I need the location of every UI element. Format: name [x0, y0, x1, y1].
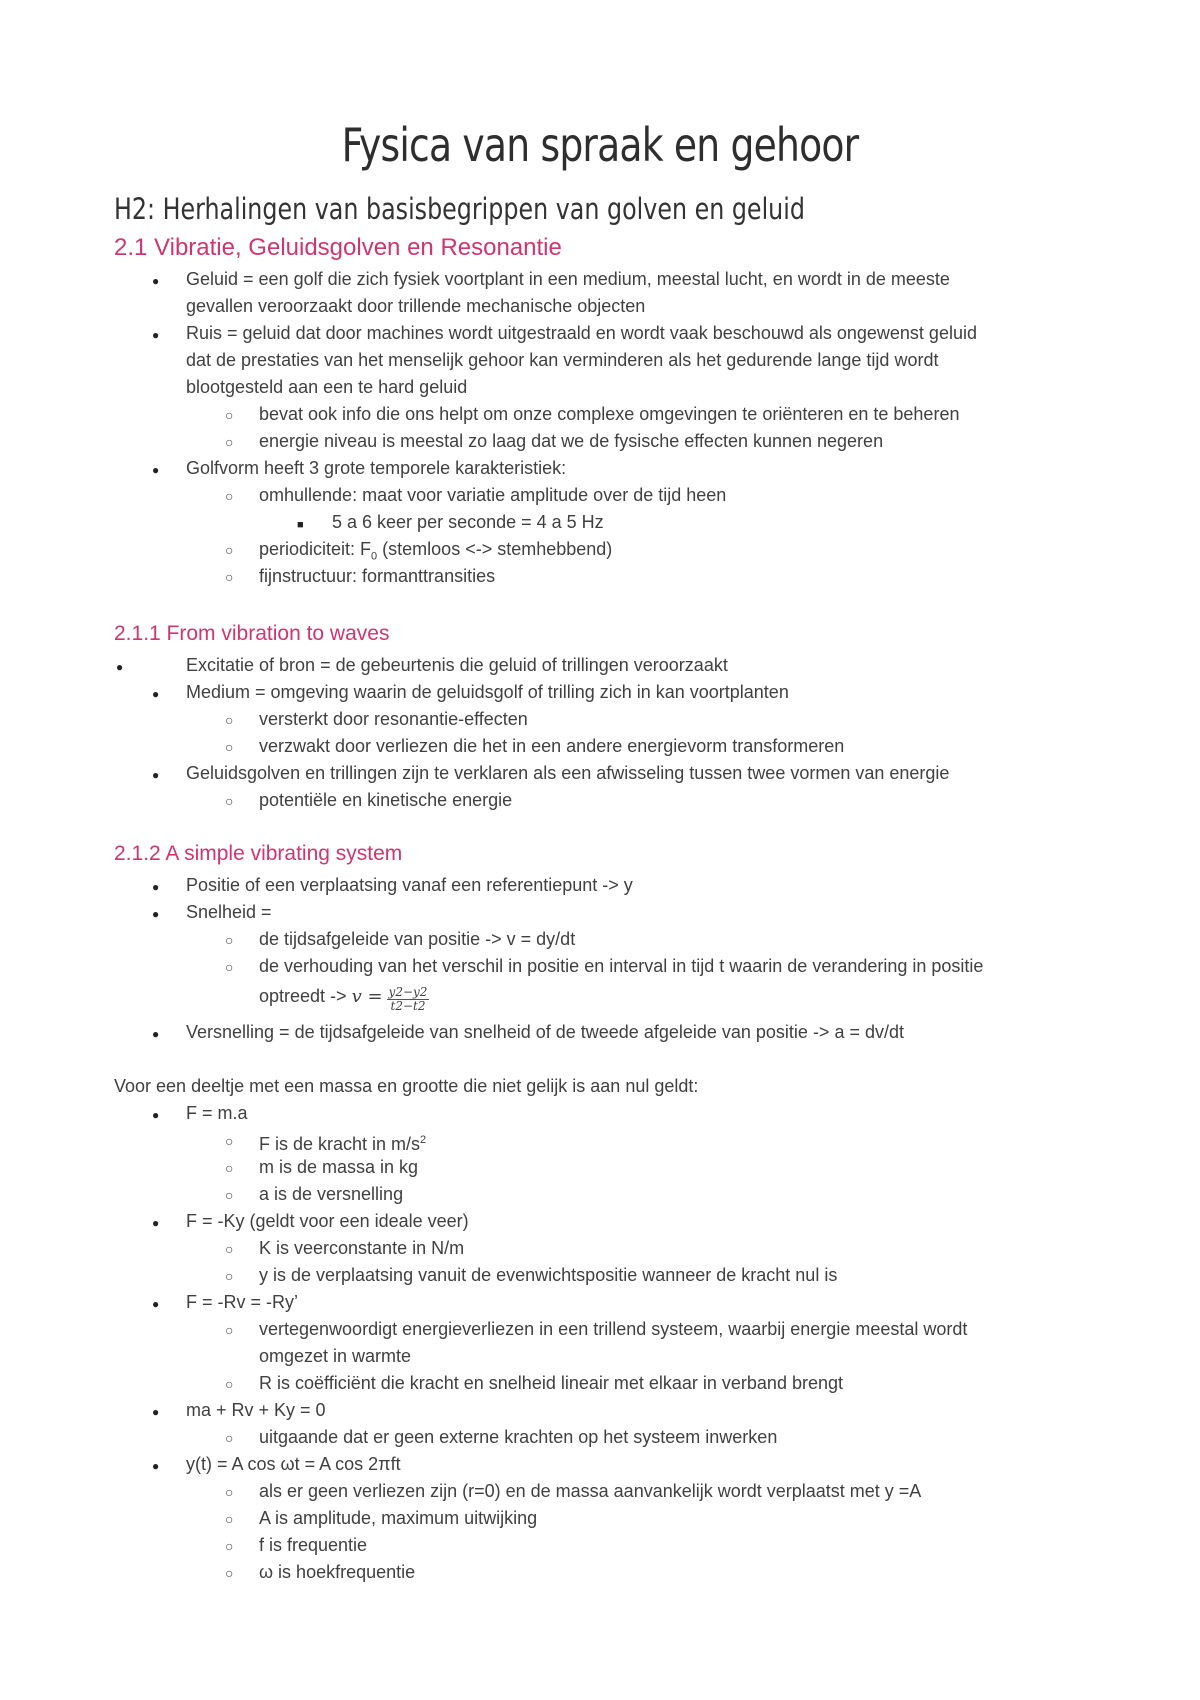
sub-bullet: [225, 928, 233, 951]
sub-bullet: [225, 708, 233, 731]
text: optreedt ->: [259, 986, 352, 1006]
sub-item: de tijdsafgeleide van positie -> v = dy/dt: [259, 929, 576, 949]
list-item: Positie of een verplaatsing vanaf een referentiepunt -> y: [186, 875, 633, 895]
sub-item-formula: [259, 985, 429, 1013]
bullet: [152, 1291, 159, 1315]
bullet: [152, 1210, 159, 1234]
sub-sub-bullet: [297, 511, 304, 536]
section-heading-2-1-2: 2.1.2 A simple vibrating system: [114, 842, 403, 865]
fraction: [387, 986, 430, 1013]
sub-item: verzwakt door verliezen die het in een andere energievorm transformeren: [259, 736, 845, 756]
sub-bullet: [225, 1561, 233, 1584]
sub-item: ω is hoekfrequentie: [259, 1562, 416, 1582]
text: F is de kracht in m/s: [259, 1134, 421, 1154]
list-item: y(t) = A cos ωt = A cos 2πft: [186, 1454, 401, 1474]
list-item-geluid: Geluid = een golf die zich fysiek voortplant in een medium, meestal lucht, en wordt in de meeste: [186, 269, 950, 289]
sub-item: bevat ook info die ons helpt om onze complexe omgevingen te oriënteren en te beheren: [259, 404, 960, 424]
formula-lhs: v =: [351, 986, 383, 1007]
sub-bullet: [225, 1534, 233, 1557]
bullet: [152, 1453, 159, 1477]
sub-bullet: [225, 735, 233, 758]
sub-bullet: [225, 1372, 233, 1395]
sub-bullet: [225, 1156, 233, 1179]
fraction-numerator: y2−y2: [388, 985, 428, 999]
bullet: [152, 762, 159, 786]
chapter-heading: H2: Herhalingen van basisbegrippen van golven en geluid: [114, 192, 805, 226]
sub-bullet: [225, 1507, 233, 1530]
sub-bullet: [225, 789, 233, 812]
bullet: [152, 268, 159, 292]
sub-item: f is frequentie: [259, 1535, 368, 1555]
superscript: 2: [420, 1134, 427, 1146]
sub-item: vertegenwoordigt energieverliezen in een trillend systeem, waarbij energie meestal wordt: [259, 1319, 968, 1339]
sub-item: R is coëfficiënt die kracht en snelheid lineair met elkaar in verband brengt: [259, 1373, 843, 1393]
text: (stemloos <-> stemhebbend): [377, 539, 613, 559]
sub-item: als er geen verliezen zijn (r=0) en de massa aanvankelijk wordt verplaatst met y =A: [259, 1481, 922, 1501]
sub-item: [259, 1129, 426, 1155]
list-item: F = -Rv = -Ry’: [186, 1292, 299, 1312]
section-heading-2-1-1: 2.1.1 From vibration to waves: [114, 622, 390, 645]
sub-bullet: [225, 1318, 233, 1341]
section-heading-2-1: 2.1 Vibratie, Geluidsgolven en Resonantie: [114, 234, 562, 261]
list-item: Medium = omgeving waarin de geluidsgolf of trilling zich in kan voortplanten: [186, 682, 789, 702]
bullet: [152, 1021, 159, 1045]
sub-item: uitgaande dat er geen externe krachten op het systeem inwerken: [259, 1427, 778, 1447]
bullet: [152, 1102, 159, 1126]
sub-item: a is de versnelling: [259, 1184, 404, 1204]
sub-bullet: [225, 1183, 233, 1206]
sub-item: fijnstructuur: formanttransities: [259, 566, 496, 586]
list-item-ruis: Ruis = geluid dat door machines wordt uitgestraald en wordt vaak beschouwd als ongewenst geluid: [186, 323, 977, 343]
fraction-denominator: t2−t2: [390, 999, 426, 1013]
sub-bullet: [225, 1480, 233, 1503]
sub-bullet: [225, 1426, 233, 1449]
sub-item: omhullende: maat voor variatie amplitude over de tijd heen: [259, 485, 727, 505]
sub-item: m is de massa in kg: [259, 1157, 419, 1177]
sub-bullet: [225, 538, 233, 561]
sub-item: [259, 538, 612, 568]
sub-item-cont: omgezet in warmte: [259, 1346, 412, 1366]
list-item-ruis-cont: blootgesteld aan een te hard geluid: [186, 377, 468, 397]
list-item: F = m.a: [186, 1103, 248, 1123]
text: periodiciteit: F: [259, 539, 372, 559]
list-item: F = -Ky (geldt voor een ideale veer): [186, 1211, 469, 1231]
page-title: Fysica van spraak en gehoor: [341, 118, 859, 172]
sub-bullet: [225, 484, 233, 507]
bullet: [152, 457, 159, 481]
sub-bullet: [225, 565, 233, 588]
sub-bullet: [225, 955, 233, 978]
sub-bullet: [225, 1264, 233, 1287]
list-item-ruis-cont: dat de prestaties van het menselijk gehoor kan verminderen als het gedurende lange tijd wordt: [186, 350, 939, 370]
sub-item: versterkt door resonantie-effecten: [259, 709, 528, 729]
sub-bullet: [225, 403, 233, 426]
paragraph-intro: Voor een deeltje met een massa en grootte die niet gelijk is aan nul geldt:: [114, 1076, 699, 1096]
bullet: [152, 322, 159, 346]
bullet: [152, 681, 159, 705]
sub-item: de verhouding van het verschil in positie en interval in tijd t waarin de verandering in positie: [259, 956, 984, 976]
sub-item: y is de verplaatsing vanuit de evenwichtspositie wanneer de kracht nul is: [259, 1265, 838, 1285]
sub-bullet: [225, 430, 233, 453]
list-item-geluid-cont: gevallen veroorzaakt door trillende mechanische objecten: [186, 296, 646, 316]
sub-sub-item: 5 a 6 keer per seconde = 4 a 5 Hz: [332, 512, 604, 532]
sub-bullet: [225, 1129, 233, 1152]
bullet: [152, 901, 159, 925]
bullet: [152, 874, 159, 898]
sub-item: A is amplitude, maximum uitwijking: [259, 1508, 538, 1528]
list-item-golfvorm: Golfvorm heeft 3 grote temporele karakteristiek:: [186, 458, 567, 478]
subscript: 0: [371, 550, 378, 563]
sub-item: K is veerconstante in N/m: [259, 1238, 465, 1258]
sub-bullet: [225, 1237, 233, 1260]
bullet: [152, 1399, 159, 1423]
list-item: Versnelling = de tijdsafgeleide van snelheid of de tweede afgeleide van positie -> a = dv/dt: [186, 1022, 904, 1042]
sub-item: energie niveau is meestal zo laag dat we de fysische effecten kunnen negeren: [259, 431, 884, 451]
bullet: [116, 654, 123, 678]
list-item: Geluidsgolven en trillingen zijn te verklaren als een afwisseling tussen twee vormen van energie: [186, 763, 950, 783]
list-item: ma + Rv + Ky = 0: [186, 1400, 326, 1420]
list-item: Snelheid =: [186, 902, 272, 922]
sub-item: potentiële en kinetische energie: [259, 790, 513, 810]
list-item: Excitatie of bron = de gebeurtenis die geluid of trillingen veroorzaakt: [186, 655, 728, 675]
